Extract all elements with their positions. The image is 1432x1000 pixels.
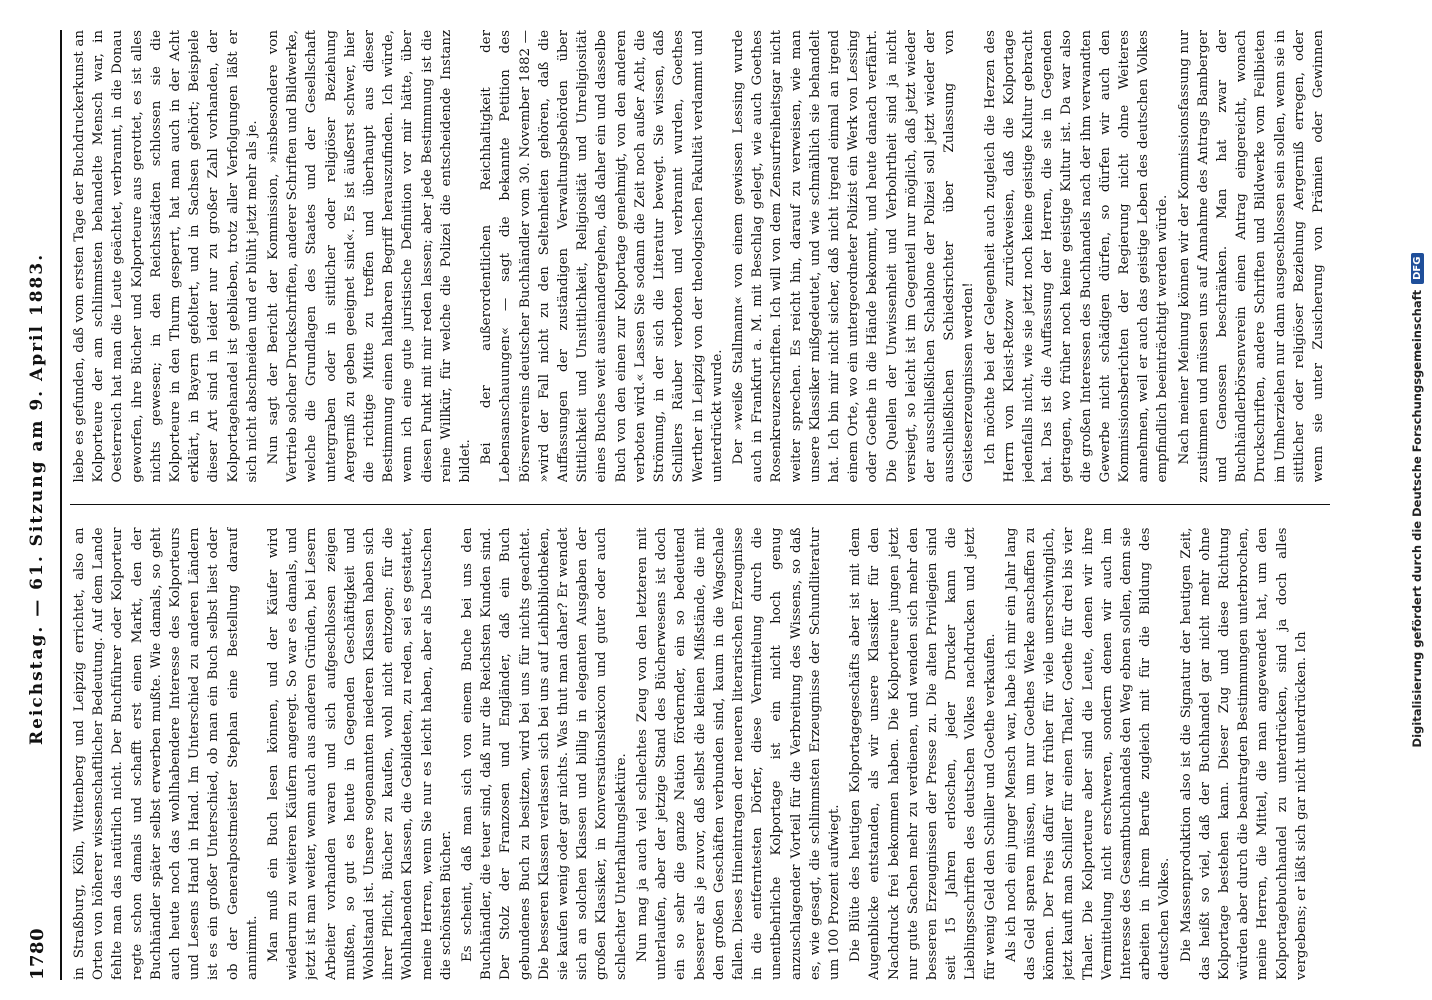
- right-column: [70, 30, 1330, 483]
- paragraph: Man muß ein Buch lesen können, und der Käufer wird wiederum zu weiteren Käufern angeregt. So war es damals, und jetzt ist man weiter, wenn auch aus anderen Gründen, bei Lesern Arbeiter vorhanden waren und sich aufgeschlossen zeigen mußten, so gut es heute in Gegenden Geschäftigkeit und Wohlstand ist. Unsere sogenannten niederen Klassen haben sich ihrer Pflicht, Bücher zu kaufen, wohl nicht entzogen; für die Wohlhabenden Klassen, die Gebildeten, zu reden, sei es gestattet, meine Herren, wenn Sie nur es leicht haben, aber als Deutschen die schönsten Bücher.: [266, 527, 454, 980]
- paragraph: Es scheint, daß man sich von einem Buche bei uns den Buchhändler, die teuer sind, daß nur die Reichsten Kunden sind. Der Stolz der Franzosen und Engländer, daß ein Buch gebundenes Buch zu besitzen, wird bei uns für nichts geachtet. Die besseren Klassen verlassen sich bei uns auf Leihbibliotheken, sie kaufen wenig oder gar nichts. Was thut man daher? Er wendet sich an solchen Klassen und billig in eleganten Ausgaben der großen Klassiker, in Konversationslexicon und guter oder auch schlechter Unterhaltungslektüre.: [460, 527, 629, 980]
- column-divider: [70, 505, 1330, 506]
- left-column: [70, 528, 1330, 981]
- paragraph: Nun sagt der Bericht der Kommission, »insbesondere von Vertrieb solcher Druckschriften, anderer Schriften und Bildwerke, welche die Grundlagen des Staates und der Gesellschaft untergraben oder in sittlicher oder religiöser Beziehung Aergerniß zu geben geeignet sind«. Es ist äußerst schwer, hier die richtige Mitte zu treffen und überhaupt aus dieser Bestimmung einen haltbaren Begriff herauszufinden. Ich würde, wenn ich eine gute juristische Definition vor mir hätte, über diesen Punkt mit mir reden lassen; aber jede Bestimmung ist die reine Willkür, für welche die Polizei die entscheidende Instanz bildet.: [266, 30, 474, 483]
- watermark-text-row: [1406, 0, 1428, 1000]
- page-header: [14, 30, 60, 980]
- dfg-logo: DFG: [1411, 253, 1424, 284]
- header-rule: [60, 30, 62, 980]
- paragraph: Nun mag ja auch viel schlechtes Zeug von den letzteren mit unterlaufen, aber der jetzige Stand des Bücherwesens ist doch ein so sehr die ganze Nation fördernder, ein so bedeutend besserer als je zuvor, daß selbst die kleinen Mißstände, die mit den großen Geschäften verbunden sind, kaum in die Wagschale fallen. Dieses Hineintragen der neueren literarischen Erzeugnisse in die entferntesten Dörfer, diese Vermittelung durch die unentbehrliche Kolportage ist ein nicht hoch genug anzuschlagender Vorteil für die Verbreitung des Wissens, so daß es, wie gesagt, die schlimmsten Erzeugnisse der Schundliteratur um 100 Prozent aufwiegt.: [634, 527, 842, 980]
- paragraph: Die Massenproduktion also ist die Signatur der heutigen Zeit, das heißt so viel, daß der Buchhandel gar nicht mehr ohne Kolportage bestehen kann. Dieser Zug und diese Richtung würden aber durch die beantragten Bestimmungen unterbrochen, meine Herren, die Mittel, die man angewendet hat, um den Kolportagebuchhandel zu unterdrücken, sind ja doch alles vergebens; er läßt sich gar nicht unterdrücken. Ich: [1178, 527, 1309, 980]
- paragraph: Bei der außerordentlichen Reichhaltigkeit der Lebensanschauungen« — sagt die bekannte Petition des Börsenvereins deutscher Buchhändler vom 30. November 1882 — »wird der Fall nicht zu den Seltenheiten gehören, daß die Auffassungen der zuständigen Verwaltungsbehörden über Sittlichkeit und Unsittlichkeit, Religiosität und Unreligiosität eines Buches weit auseinandergehen, daß daher ein und dasselbe Buch von den einen zur Kolportage genehmigt, von den anderen verboten wird.« Lassen Sie sodann die Zeit noch außer Acht, die Strömung, in der sich die Literatur bewegt. Sie wissen, daß Schillers Räuber verboten und verbrannt wurden, Goethes Werther in Leipzig von der theologischen Fakultät verdammt und unterdrückt wurde.: [479, 30, 725, 483]
- paragraph: Nach meiner Meinung können wir der Kommissionsfassung nur zustimmen und müssen uns auf Annahme des Antrags Bamberger und Genossen beschränken. Man hat zwar der Buchhändlerbörsenverein einen Antrag eingereicht, wonach Druckschriften, andere Schriften und Bildwerke vom Feilbieten im Umherziehen nur dann ausgeschlossen sein sollen, wenn sie in sittlicher oder religiöser Beziehung Aergerniß erregen, oder wenn sie unter Zusicherung von Prämien oder Gewinnen: [1176, 30, 1326, 483]
- text-columns: [70, 30, 1330, 980]
- paragraph: Der »weiße Stallmann« von einem gewissen Lessing wurde auch in Frankfurt a. M. mit Beschlag gelegt, wie auch Goethes Rosenkreuzerschriften. Ich will von dem Zensurfreiheitsgar nicht weiter sprechen. Es reicht hin, darauf zu verweisen, wie man unsere Klassiker mißgedeutet, und wie schmählich sie behandelt hat. Ich bin mir nicht sicher, daß nicht irgend einmal an irgend einem Orte, wo ein untergeordneter Polizist ein Werk von Lessing oder Goethe in die Hände bekommt, und heute danach verfährt. Die Quellen der Unwissenheit und Verbohrtheit sind ja nicht versiegt, so leicht ist im Gegenteil nur möglich, daß jetzt wieder der ausschließlichen Schablone der Polizei soll jetzt wieder der ausschließlichen Schiedsrichter über Zulassung von Geisteserzeugnissen werden!: [730, 30, 977, 483]
- paragraph: Die Blüte des heutigen Kolportagegeschäfts aber ist mit dem Augenblicke entstanden, als wir unsere Klassiker für den Nachdruck frei bekommen haben. Die Kolporteure jungen jetzt nur gute Sachen mehr zu verdienen, und wenden sich mehr den besseren Erzeugnissen der Presse zu. Die alten Privilegien sind seit 15 Jahren erloschen, jeder Drucker kann die Lieblingsschriften des deutschen Volkes nachdrucken und jetzt für wenig Geld den Schiller und Goethe verkaufen.: [848, 527, 998, 980]
- paragraph: Ich möchte bei der Gelegenheit auch zugleich die Herzen des Herrn von Kleist-Retzow zurückweisen, daß die Kolportage jedenfalls nicht, wie sie jetzt noch keine geistige Kultur gebracht hat. Das ist die Auffassung der Herren, die sie in Gegenden getragen, wo früher noch keine geistige Kultur ist. Da war also die großen Interessen des Buchhandels nach der ihm verwandten Gewerbe nicht schädigen dürfen, so dürfen wir auch den Kommissionsberichten der Regierung nicht ohne Weiteres annehmen, weil er auch das geistige Leben des deutschen Volkes empfindlich beeinträchtigt werden würde.: [982, 30, 1171, 483]
- paragraph: Als ich noch ein junger Mensch war, habe ich mir ein Jahr lang das Geld sparen müssen, um nur Goethes Werke anschaffen zu können. Der Preis dafür war früher für viele unerschwinglich, jetzt kauft man Schiller für einen Thaler, Goethe für drei bis vier Thaler. Die Kolporteure aber sind die Leute, denen wir ihre Vermittelung nicht erschweren, sondern denen wir auch im Interesse des Gesamtbuchhandels den Weg ebnen sollen, denn sie arbeiten in ihrem Berufe zugleich mit für die Bildung des deutschen Volkes.: [1003, 527, 1173, 980]
- digitization-watermark: [1406, 0, 1428, 1000]
- paragraph: in Straßburg, Köln, Wittenberg und Leipzig errichtet, also an Orten von höherer wissenschaftlicher Bedeutung. Auf dem Lande fehlte man das natürlich nicht. Der Buchführer oder Kolporteur regte schon damals und schafft erst einen Markt, den der Buchhändler später selbst erwerben mußte. Wie damals, so geht auch heute noch das wohlhabendere Interesse des Kolporteurs und Lesens Hand in Hand. Im Unterschied zu anderen Ländern ist es ein großer Unterschied, ob man ein Buch selbst liest oder ob der Generalpostmeister Stephan eine Bestellung darauf annimmt.: [72, 527, 260, 980]
- watermark-text: Digitalisierung gefördert durch die Deutsche Forschungsgemeinschaft: [1410, 289, 1424, 748]
- page-title: Reichstag. — 61. Sitzung am 9. April 1883.: [27, 252, 47, 746]
- page-number: 1780: [26, 927, 48, 980]
- paragraph: liebe es gefunden, daß vom ersten Tage der Buchdruckerkunst an Kolporteure der am schlimmsten behandelte Mensch war, in Oesterreich hat man die Leute geächtet, verbrannt, in die Donau geworfen, ihre Bücher und Kolporteure aus gerottet, es ist alles nichts gewesen; in den Reichsstädten schlossen sie die Kolporteure in den Thurm gesperrt, hat man auch in der Acht erklärt, in Bayern gefoltert, und in Sachsen gehört; Beispiele dieser Art sind in leider nur zu großer Zahl vorhanden, der Kolportagehandel ist geblieben, trotz aller Verfolgungen läßt er sich nicht abschneiden und er blüht jetzt mehr als je.: [72, 30, 260, 483]
